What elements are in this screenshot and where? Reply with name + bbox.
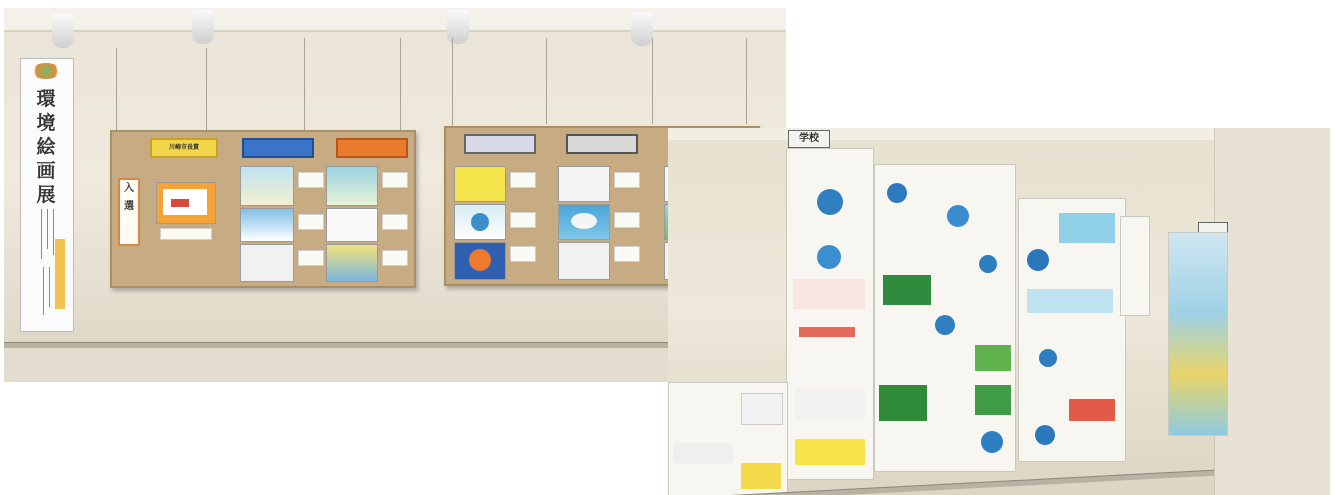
spotlight — [447, 10, 469, 44]
caption-card — [614, 212, 640, 228]
hanging-wire — [652, 38, 653, 124]
spotlight — [192, 10, 214, 44]
award-tag: 川崎市長賞 — [150, 138, 218, 158]
spotlight — [631, 12, 653, 46]
caption-card — [382, 250, 408, 266]
hanging-wire — [746, 38, 747, 124]
ceiling — [4, 8, 786, 32]
drawing — [326, 244, 378, 282]
caption-card — [382, 214, 408, 230]
caption-card — [298, 214, 324, 230]
artwork-column — [668, 382, 788, 495]
drawing — [240, 208, 294, 242]
banner-text-line — [53, 209, 54, 255]
drawing — [558, 204, 610, 240]
award-tag — [336, 138, 408, 158]
banner-text-line — [41, 209, 42, 259]
artwork-column — [874, 164, 1016, 472]
banner-accent — [55, 239, 65, 309]
drawing — [454, 166, 506, 202]
artwork-column — [1018, 198, 1126, 462]
drawing — [326, 208, 378, 242]
spotlight — [52, 14, 74, 48]
drawing — [240, 244, 294, 282]
hanging-wire — [116, 48, 117, 134]
drawing — [454, 242, 506, 280]
logo-icon — [31, 63, 61, 79]
banner-text-line — [49, 267, 50, 307]
exhibition-title-banner — [20, 58, 74, 332]
caption-card — [510, 172, 536, 188]
drawing — [156, 182, 216, 224]
caption-card — [382, 172, 408, 188]
caption-card — [510, 212, 536, 228]
school-sign: 学校 — [788, 130, 830, 148]
banner-title: 環境絵画展 — [36, 88, 56, 206]
drawing — [558, 166, 610, 202]
banner-text-line — [43, 267, 44, 315]
caption-card — [510, 246, 536, 262]
award-tag — [464, 134, 536, 154]
caption-card — [298, 172, 324, 188]
drawing — [240, 166, 294, 206]
drawing — [326, 166, 378, 206]
side-wall — [1214, 128, 1330, 495]
hanging-wire — [304, 38, 305, 134]
drawing — [454, 204, 506, 240]
caption-card — [160, 228, 212, 240]
caption-card — [298, 250, 324, 266]
artwork-column — [1120, 216, 1150, 316]
hanging-wire — [206, 48, 207, 134]
banner-text-line — [47, 209, 48, 249]
caption-card — [614, 172, 640, 188]
artwork-column — [786, 148, 874, 480]
award-tag — [242, 138, 314, 158]
artwork-column — [1168, 232, 1228, 436]
exhibition-photo-right — [668, 128, 1330, 495]
hanging-wire — [400, 38, 401, 134]
award-tag — [566, 134, 638, 154]
caption-card — [614, 246, 640, 262]
hanging-wire — [546, 38, 547, 124]
drawing — [558, 242, 610, 280]
display-board — [110, 130, 416, 288]
hanging-wire — [452, 38, 453, 126]
nyusen-label: 入選 — [118, 178, 140, 246]
